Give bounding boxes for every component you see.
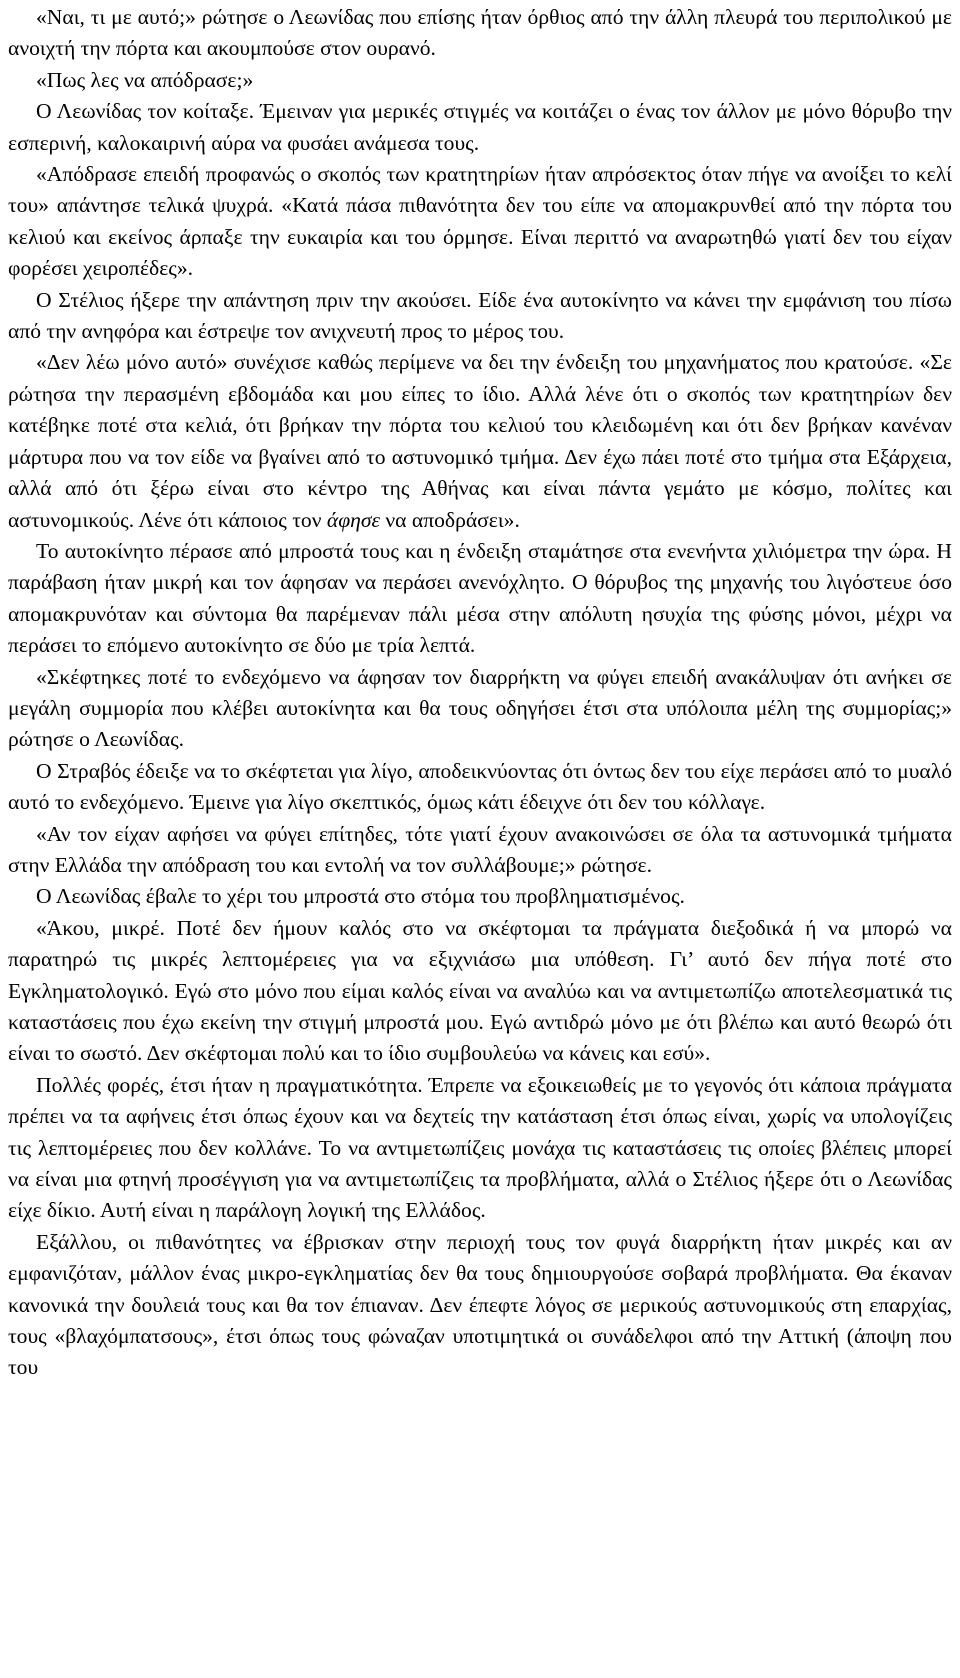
paragraph	[8, 159, 952, 285]
text-run: Ο Λεωνίδας τον κοίταξε. Έμειναν για μερικές στιγμές να κοιτάζει ο ένας τον άλλον με μόνο θόρυβο την εσπερινή, καλοκαιρινή αύρα να φυσάει ανάμεσα τους.	[8, 99, 952, 155]
paragraph	[8, 536, 952, 662]
paragraph	[8, 347, 952, 535]
paragraph	[8, 65, 952, 96]
text-run: Το αυτοκίνητο πέρασε από μπροστά τους και η ένδειξη σταμάτησε στα ενενήντα χιλιόμετρα την ώρα. Η παράβαση ήταν μικρή και τον άφησαν να περάσει ανενόχλητο. Ο θόρυβος της μηχανής του λιγόστευε όσο απομακρυνόταν και σύντομα θα παρέμεναν πάλι μέσα στην απόλυτη ησυχία της φύσης μόνοι, μέχρι να περάσει το επόμενο αυτοκίνητο σε δύο με τρία λεπτά.	[8, 538, 952, 658]
text-run: «Απόδρασε επειδή προφανώς ο σκοπός των κρατητηρίων ήταν απρόσεκτος όταν πήγε να ανοίξει το κελί του» απάντησε τελικά ψυχρά. «Κατά πάσα πιθανότητα δεν του είπε να απομακρυνθεί από την πόρτα του κελιού και εκείνος άρπαξε την ευκαιρία και του όρμησε. Είναι περιττό να αναρωτηθώ γιατί δεν του είχαν φορέσει χειροπέδες».	[8, 162, 952, 281]
text-run: «Πως λες να απόδρασε;»	[36, 67, 254, 92]
paragraph	[8, 2, 952, 65]
paragraph	[8, 913, 952, 1070]
paragraph	[8, 881, 952, 912]
paragraph	[8, 285, 952, 348]
text-run: «Αν τον είχαν αφήσει να φύγει επίτηδες, τότε γιατί έχουν ανακοινώσει σε όλα τα αστυνομικά τμήματα στην Ελλάδα την απόδραση του και εντολή να τον συλλάβουμε;» ρώτησε.	[8, 821, 952, 877]
paragraph	[8, 1070, 952, 1227]
emphasized-text: άφησε	[326, 507, 381, 532]
paragraph	[8, 96, 952, 159]
paragraph	[8, 756, 952, 819]
text-run: «Άκου, μικρέ. Ποτέ δεν ήμουν καλός στο να σκέφτομαι τα πράγματα διεξοδικά ή να μπορώ να παρατηρώ τις μικρές λεπτομέρειες για να εξιχνιάσω μια υπόθεση. Γι’ αυτό δεν πήγα ποτέ στο Εγκληματολογικό. Εγώ στο μόνο που είμαι καλός είναι να αναλύω και να αντιμετωπίζω αποτελεσματικά τις καταστάσεις που έχω εκείνη την στιγμή μπροστά μου. Εγώ αντιδρώ μόνο με ότι βλέπω και αυτό θεωρώ ότι είναι το σωστό. Δεν σκέφτομαι πολύ και το ίδιο συμβουλεύω να κάνεις και εσύ».	[8, 915, 952, 1066]
text-run: Ο Στραβός έδειξε να το σκέφτεται για λίγο, αποδεικνύοντας ότι όντως δεν του είχε περάσει από το μυαλό αυτό το ενδεχόμενο. Έμεινε για λίγο σκεπτικός, όμως κάτι έδειχνε ότι δεν του κόλλαγε.	[8, 758, 952, 815]
paragraph	[8, 819, 952, 882]
text-run: «Δεν λέω μόνο αυτό» συνέχισε καθώς περίμενε να δει την ένδειξη του μηχανήματος που κρατούσε. «Σε ρώτησα την περασμένη εβδομάδα και μου είπες το ίδιο. Αλλά λένε ότι ο σκοπός των κρατητηρίων δεν κατέβηκε ποτέ στα κελιά, ότι βρήκαν την πόρτα του κελιού του κλειδωμένη και ότι δεν βρήκαν κανέναν μάρτυρα που να τον είδε να βγαίνει από το αστυνομικό τμήμα. Δεν έχω πάει ποτέ στο τμήμα στα Εξάρχεια, αλλά από ότι ξέρω είναι στο κέντρο της Αθήνας και είναι πάντα γεμάτο με κόσμο, πολίτες και αστυνομικούς. Λένε ότι κάποιος τον	[8, 350, 952, 532]
text-run: Ο Λεωνίδας έβαλε το χέρι του μπροστά στο στόμα του προβληματισμένος.	[36, 884, 685, 909]
text-run: «Ναι, τι με αυτό;» ρώτησε ο Λεωνίδας που επίσης ήταν όρθιος από την άλλη πλευρά του περιπολικού με ανοιχτή την πόρτα και ακουμπούσε στον ουρανό.	[8, 5, 952, 61]
text-run: Ο Στέλιος ήξερε την απάντηση πριν την ακούσει. Είδε ένα αυτοκίνητο να κάνει την εμφάνιση του πίσω από την ανηφόρα και έστρεψε τον ανιχνευτή προς το μέρος του.	[8, 287, 952, 344]
text-run: Εξάλλου, οι πιθανότητες να έβρισκαν στην περιοχή τους τον φυγά διαρρήκτη ήταν μικρές και αν εμφανιζόταν, μάλλον ένας μικρο-εγκληματίας δεν θα τους δημιουργούσε σοβαρά προβλήματα. Θα έκαναν κανονικά την δουλειά τους και θα τον έπιαναν. Δεν έπεφτε λόγος σε μερικούς αστυνομικούς στη επαρχίας, τους «βλαχόμπατσους», έτσι όπως τους φώναζαν υποτιμητικά οι συνάδελφοι από την Αττική (άποψη που του	[8, 1229, 952, 1380]
paragraph	[8, 1227, 952, 1384]
paragraph	[8, 662, 952, 756]
text-run: να αποδράσει».	[380, 507, 520, 532]
text-run: Πολλές φορές, έτσι ήταν η πραγματικότητα. Έπρεπε να εξοικειωθείς με το γεγονός ότι κάποια πράγματα πρέπει να τα αφήνεις έτσι όπως έχουν και να δεχτείς την κατάσταση έτσι όπως είναι, χωρίς να υπολογίζεις τις λεπτομέρειες που δεν κολλάνε. Το να αντιμετωπίζεις μονάχα τις καταστάσεις τις οποίες βλέπεις μπορεί να είναι μια φτηνή προσέγγιση για να αντιμετωπίζεις τα προβλήματα, αλλά ο Στέλιος ήξερε ότι ο Λεωνίδας είχε δίκιο. Αυτή είναι η παράλογη λογική της Ελλάδος.	[8, 1072, 952, 1223]
text-run: «Σκέφτηκες ποτέ το ενδεχόμενο να άφησαν τον διαρρήκτη να φύγει επειδή ανακάλυψαν ότι ανήκει σε μεγάλη συμμορία που κλέβει αυτοκίνητα και θα τους οδηγήσει έτσι στα υπόλοιπα μέλη της συμμορίας;» ρώτησε ο Λεωνίδας.	[8, 664, 952, 752]
